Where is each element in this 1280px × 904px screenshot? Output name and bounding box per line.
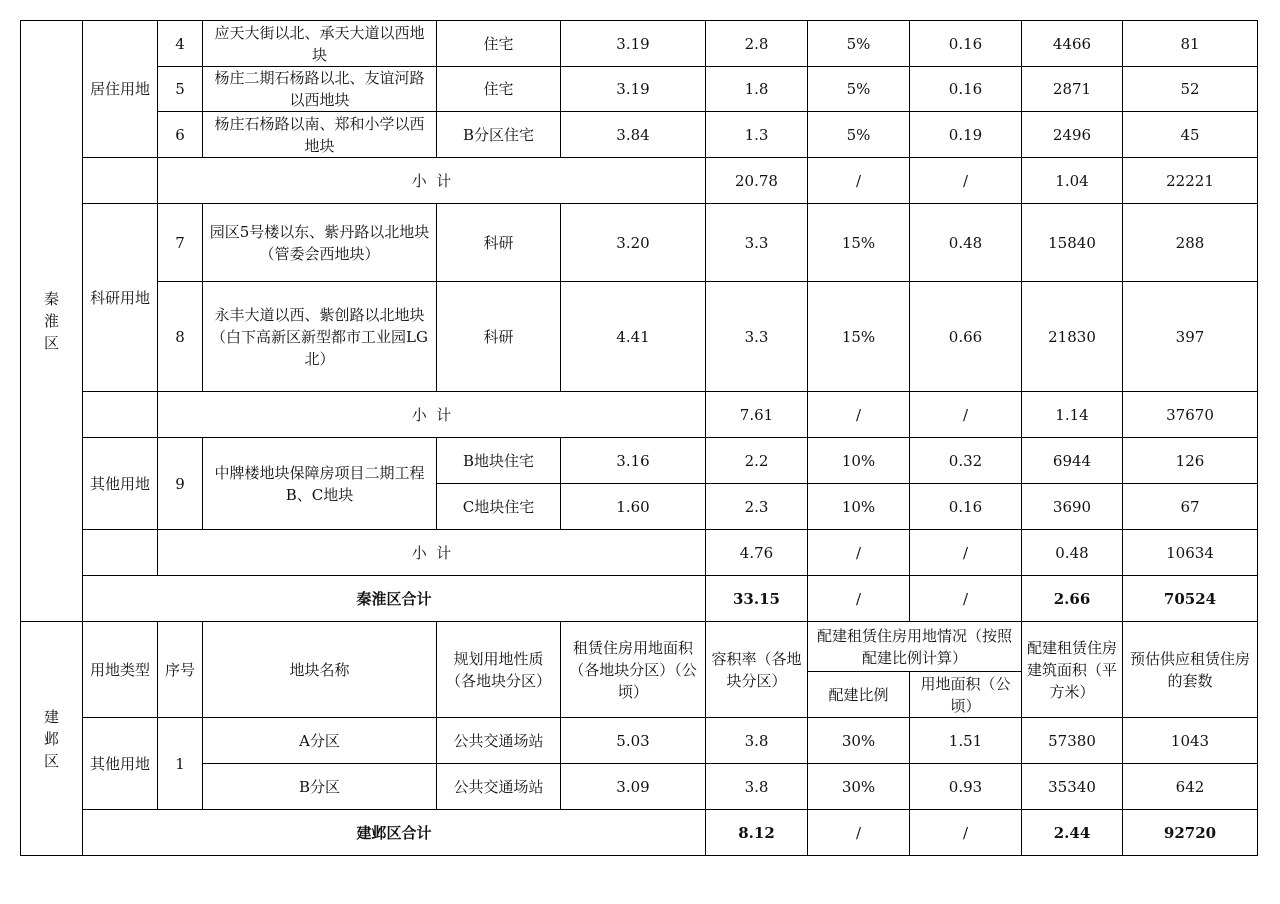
parcel-name: B分区 <box>203 764 437 810</box>
land-area: 2.66 <box>1022 576 1123 622</box>
header-building-area: 配建租赁住房建筑面积（平方米） <box>1022 622 1123 718</box>
empty-cell <box>83 530 158 576</box>
parcel-name: A分区 <box>203 718 437 764</box>
table-row <box>21 204 1258 282</box>
land-area: 1.04 <box>1022 158 1123 204</box>
rental-area: 3.16 <box>561 438 706 484</box>
land-type-cell: 科研用地 <box>83 204 158 392</box>
land-area: 0.19 <box>910 112 1022 158</box>
subtotal-row <box>21 392 1258 438</box>
parcel-name: 中牌楼地块保障房项目二期工程B、C地块 <box>203 438 437 530</box>
building-area: 6944 <box>1022 438 1123 484</box>
rental-area: 33.15 <box>706 576 808 622</box>
land-nature: 住宅 <box>437 21 561 67</box>
table-row <box>21 764 1258 810</box>
empty-cell <box>83 158 158 204</box>
allocation-ratio: / <box>910 158 1022 204</box>
parcel-name: 杨庄二期石杨路以北、友谊河路以西地块 <box>203 67 437 112</box>
allocation-ratio: 5% <box>808 67 910 112</box>
subtotal-row <box>21 530 1258 576</box>
land-area: 0.66 <box>910 282 1022 392</box>
subtotal-label: 小 计 <box>158 158 706 204</box>
allocation-ratio: 30% <box>808 764 910 810</box>
building-area: 57380 <box>1022 718 1123 764</box>
building-area: 35340 <box>1022 764 1123 810</box>
table-row <box>21 67 1258 112</box>
floor-area-ratio: / <box>808 576 910 622</box>
building-area: 70524 <box>1123 576 1258 622</box>
floor-area-ratio: 2.3 <box>706 484 808 530</box>
land-area: 0.93 <box>910 764 1022 810</box>
building-area: 2871 <box>1022 67 1123 112</box>
allocation-ratio: / <box>910 530 1022 576</box>
building-area: 10634 <box>1123 530 1258 576</box>
subtotal-label: 小 计 <box>158 530 706 576</box>
floor-area-ratio: 3.3 <box>706 282 808 392</box>
unit-count: 81 <box>1123 21 1258 67</box>
land-nature: B分区住宅 <box>437 112 561 158</box>
header-land-nature: 规划用地性质（各地块分区） <box>437 622 561 718</box>
header-parcel-name: 地块名称 <box>203 622 437 718</box>
floor-area-ratio: 2.8 <box>706 21 808 67</box>
land-area: 0.48 <box>1022 530 1123 576</box>
header-allocation-ratio: 配建比例 <box>808 672 910 718</box>
floor-area-ratio: 1.8 <box>706 67 808 112</box>
table-row <box>21 438 1258 484</box>
parcel-name: 园区5号楼以东、紫丹路以北地块（管委会西地块） <box>203 204 437 282</box>
district-cell: 秦淮区 <box>21 21 83 622</box>
building-area: 3690 <box>1022 484 1123 530</box>
header-unit-count: 预估供应租赁住房的套数 <box>1123 622 1258 718</box>
rental-area: 4.41 <box>561 282 706 392</box>
building-area: 4466 <box>1022 21 1123 67</box>
building-area: 21830 <box>1022 282 1123 392</box>
unit-count: 67 <box>1123 484 1258 530</box>
rental-area: 8.12 <box>706 810 808 856</box>
empty-cell <box>83 392 158 438</box>
land-nature: 公共交通场站 <box>437 718 561 764</box>
allocation-ratio: 10% <box>808 438 910 484</box>
allocation-ratio: / <box>910 810 1022 856</box>
rental-area: 4.76 <box>706 530 808 576</box>
land-type-cell: 居住用地 <box>83 21 158 158</box>
land-nature: C地块住宅 <box>437 484 561 530</box>
unit-count: 126 <box>1123 438 1258 484</box>
land-type-cell: 其他用地 <box>83 718 158 810</box>
land-supply-table <box>20 20 1258 856</box>
building-area: 22221 <box>1123 158 1258 204</box>
row-number: 1 <box>158 718 203 810</box>
unit-count: 288 <box>1123 204 1258 282</box>
floor-area-ratio: 1.3 <box>706 112 808 158</box>
land-area: 1.51 <box>910 718 1022 764</box>
header-rental-area: 租赁住房用地面积（各地块分区）（公顷） <box>561 622 706 718</box>
total-label: 秦淮区合计 <box>83 576 706 622</box>
rental-area: 1.60 <box>561 484 706 530</box>
total-label: 建邺区合计 <box>83 810 706 856</box>
district-total-row <box>21 576 1258 622</box>
unit-count: 642 <box>1123 764 1258 810</box>
land-area: 0.32 <box>910 438 1022 484</box>
parcel-name: 杨庄石杨路以南、郑和小学以西地块 <box>203 112 437 158</box>
header-floor-area-ratio: 容积率（各地块分区） <box>706 622 808 718</box>
table-row <box>21 718 1258 764</box>
building-area: 15840 <box>1022 204 1123 282</box>
building-area: 37670 <box>1123 392 1258 438</box>
allocation-ratio: 15% <box>808 204 910 282</box>
rental-area: 3.09 <box>561 764 706 810</box>
land-area: 0.16 <box>910 21 1022 67</box>
header-number: 序号 <box>158 622 203 718</box>
unit-count: 397 <box>1123 282 1258 392</box>
header-allocation-group: 配建租赁住房用地情况（按照配建比例计算） <box>808 622 1022 672</box>
allocation-ratio: 10% <box>808 484 910 530</box>
floor-area-ratio: / <box>808 392 910 438</box>
row-number: 9 <box>158 438 203 530</box>
land-area: 0.16 <box>910 484 1022 530</box>
table-row <box>21 282 1258 392</box>
land-area: 0.16 <box>910 67 1022 112</box>
row-number: 7 <box>158 204 203 282</box>
allocation-ratio: 5% <box>808 112 910 158</box>
unit-count: 45 <box>1123 112 1258 158</box>
table-row <box>21 21 1258 67</box>
floor-area-ratio: / <box>808 530 910 576</box>
land-area: 2.44 <box>1022 810 1123 856</box>
allocation-ratio: / <box>910 392 1022 438</box>
rental-area: 3.19 <box>561 67 706 112</box>
rental-area: 7.61 <box>706 392 808 438</box>
row-number: 6 <box>158 112 203 158</box>
rental-area: 3.19 <box>561 21 706 67</box>
land-nature: 公共交通场站 <box>437 764 561 810</box>
header-land-area: 用地面积（公顷） <box>910 672 1022 718</box>
floor-area-ratio: / <box>808 810 910 856</box>
row-number: 5 <box>158 67 203 112</box>
rental-area: 3.84 <box>561 112 706 158</box>
allocation-ratio: 15% <box>808 282 910 392</box>
subtotal-label: 小 计 <box>158 392 706 438</box>
floor-area-ratio: / <box>808 158 910 204</box>
table-row <box>21 112 1258 158</box>
allocation-ratio: / <box>910 576 1022 622</box>
floor-area-ratio: 3.8 <box>706 764 808 810</box>
land-nature: 住宅 <box>437 67 561 112</box>
building-area: 92720 <box>1123 810 1258 856</box>
subtotal-row <box>21 158 1258 204</box>
header-land-type: 用地类型 <box>83 622 158 718</box>
building-area: 2496 <box>1022 112 1123 158</box>
unit-count: 1043 <box>1123 718 1258 764</box>
floor-area-ratio: 3.8 <box>706 718 808 764</box>
unit-count: 52 <box>1123 67 1258 112</box>
land-type-cell: 其他用地 <box>83 438 158 530</box>
land-nature: 科研 <box>437 204 561 282</box>
allocation-ratio: 30% <box>808 718 910 764</box>
rental-area: 3.20 <box>561 204 706 282</box>
district-total-row <box>21 810 1258 856</box>
land-area: 1.14 <box>1022 392 1123 438</box>
floor-area-ratio: 2.2 <box>706 438 808 484</box>
land-area: 0.48 <box>910 204 1022 282</box>
parcel-name: 应天大街以北、承天大道以西地块 <box>203 21 437 67</box>
row-number: 8 <box>158 282 203 392</box>
rental-area: 5.03 <box>561 718 706 764</box>
land-nature: B地块住宅 <box>437 438 561 484</box>
land-nature: 科研 <box>437 282 561 392</box>
parcel-name: 永丰大道以西、紫创路以北地块（白下高新区新型都市工业园LG北） <box>203 282 437 392</box>
allocation-ratio: 5% <box>808 21 910 67</box>
column-header-row <box>21 622 1258 672</box>
row-number: 4 <box>158 21 203 67</box>
district-cell: 建邺区 <box>21 622 83 856</box>
rental-area: 20.78 <box>706 158 808 204</box>
floor-area-ratio: 3.3 <box>706 204 808 282</box>
